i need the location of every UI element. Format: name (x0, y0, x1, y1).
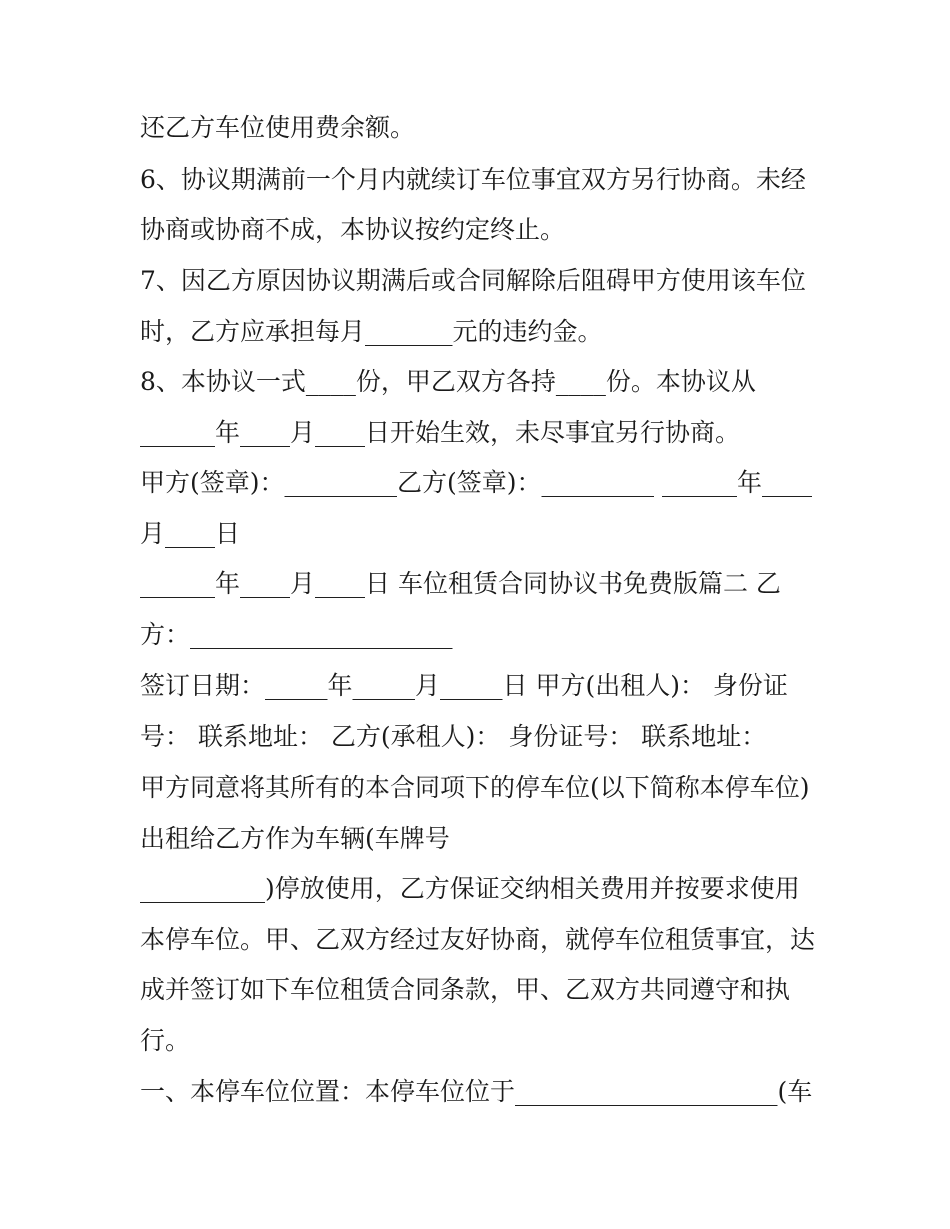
text-line: 还乙方车位使用费余额。 (140, 113, 416, 142)
text-line: 时，乙方应承担每月_______元的违约金。 (140, 317, 603, 346)
text-line: ______年____月____日开始生效，未尽事宜另行协商。 (140, 418, 741, 447)
text-line: 甲方同意将其所有的本合同项下的停车位(以下简称本停车位) (140, 773, 810, 802)
text-line: __________)停放使用，乙方保证交纳相关费用并按要求使用 (140, 874, 800, 903)
clause-6-line: 6、协议期满前一个月内就续订车位事宜双方另行协商。未经 (140, 165, 806, 194)
clause-8-line: 8、本协议一式____份，甲乙双方各持____份。本协议从 (140, 367, 756, 396)
text-line: 协商或协商不成，本协议按约定终止。 (140, 215, 566, 244)
signing-date-line: 签订日期：_____年_____月_____日 甲方(出租人)： 身份证 (140, 671, 788, 700)
text-line: 号： 联系地址： 乙方(承租人)： 身份证号： 联系地址： (140, 722, 767, 751)
parking-location-line: 一、本停车位位置：本停车位位于_____________________(车 (140, 1077, 813, 1106)
text-line: 本停车位。甲、乙双方经过友好协商，就停车位租赁事宜，达 (140, 925, 816, 954)
text-line: 月____日 (140, 519, 241, 548)
signature-line: 甲方(签章)：_________乙方(签章)：_________ ______年____ (140, 468, 812, 497)
text-line: 成并签订如下车位租赁合同条款，甲、乙双方共同遵守和执 (140, 975, 791, 1004)
section-heading-line: ______年____月____日 车位租赁合同协议书免费版篇二 乙 (140, 569, 781, 598)
text-line: 出租给乙方作为车辆(车牌号 (140, 824, 450, 853)
text-line: 行。 (140, 1026, 191, 1055)
text-line: 方：_____________________ (140, 620, 453, 649)
clause-7-line: 7、因乙方原因协议期满后或合同解除后阻碍甲方使用该车位 (140, 266, 806, 295)
